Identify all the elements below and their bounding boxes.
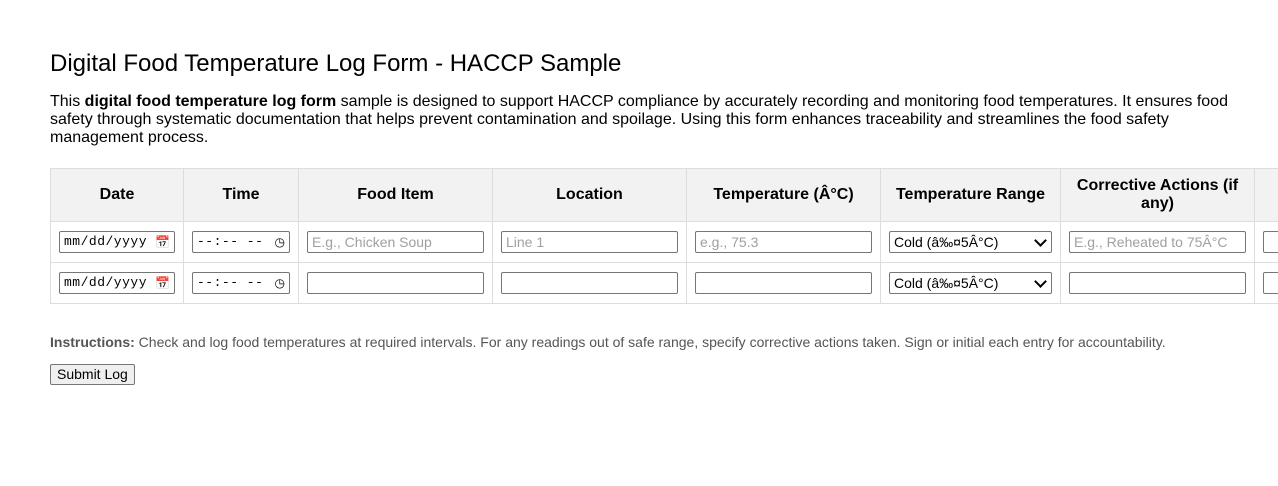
cell-temperature	[687, 222, 881, 263]
cell-time	[184, 222, 299, 263]
cell-location	[493, 222, 687, 263]
cell-extra	[1255, 222, 1278, 263]
extra-input[interactable]	[1263, 272, 1278, 294]
header-temperature-range: Temperature Range	[881, 169, 1061, 222]
page-title: Digital Food Temperature Log Form - HACCP Sample	[50, 50, 622, 77]
corrective-actions-input[interactable]	[1069, 272, 1246, 294]
cell-temperature-range	[881, 222, 1061, 263]
intro-suffix: sample is designed to support HACCP compliance by accurately recording and monitoring food temperatures. It ensures food safety through systematic documentation that helps prevent contamination and spoilage. Using this form enhances traceability and streamlines the food safety management process.	[50, 93, 1228, 146]
corrective-actions-input[interactable]	[1069, 231, 1246, 253]
chevron-down-icon[interactable]	[1034, 275, 1047, 288]
time-placeholder: --:-- --	[197, 275, 264, 290]
intro-prefix: This	[50, 93, 85, 110]
cell-corrective-actions	[1061, 222, 1255, 263]
header-temperature: Temperature (Â°C)	[687, 169, 881, 222]
instructions-text: Check and log food temperatures at required intervals. For any readings out of safe range, specify corrective actions taken. Sign or initial each entry for accountability.	[134, 334, 1166, 350]
food-item-input[interactable]	[307, 272, 484, 294]
header-corrective-actions: Corrective Actions (if any)	[1061, 169, 1255, 222]
temperature-input[interactable]	[695, 272, 872, 294]
intro-paragraph	[50, 93, 1235, 147]
corrective-actions-placeholder: E.g., Reheated to 75Â°C	[1074, 234, 1228, 250]
header-time: Time	[184, 169, 299, 222]
date-input[interactable]	[59, 272, 175, 294]
header-date: Date	[51, 169, 184, 222]
log-table-container	[50, 168, 1278, 304]
temperature-input[interactable]	[695, 231, 872, 253]
extra-input[interactable]	[1263, 231, 1278, 253]
intro-bold: digital food temperature log form	[84, 93, 337, 110]
instructions-label: Instructions:	[50, 334, 135, 350]
location-input[interactable]	[501, 231, 678, 253]
header-food-item: Food Item	[299, 169, 493, 222]
cell-location	[493, 263, 687, 304]
date-placeholder: mm/dd/yyyy	[64, 234, 148, 249]
header-row	[51, 169, 1278, 222]
temperature-range-value: Cold (â‰¤5Â°C)	[894, 275, 999, 291]
time-placeholder: --:-- --	[197, 234, 264, 249]
log-table	[50, 168, 1278, 304]
table-row	[51, 263, 1278, 304]
submit-log-button[interactable]: Submit Log	[50, 364, 135, 385]
calendar-icon[interactable]: 📅	[155, 235, 170, 249]
temperature-range-select[interactable]	[889, 231, 1052, 253]
cell-food-item	[299, 222, 493, 263]
cell-extra	[1255, 263, 1278, 304]
cell-time	[184, 263, 299, 304]
header-extra	[1255, 169, 1278, 222]
instructions	[50, 333, 1166, 351]
cell-date	[51, 263, 184, 304]
date-placeholder: mm/dd/yyyy	[64, 275, 148, 290]
time-input[interactable]	[192, 272, 290, 294]
temperature-placeholder: e.g., 75.3	[700, 234, 759, 250]
clock-icon[interactable]: ◷	[274, 276, 285, 290]
location-placeholder: Line 1	[506, 234, 545, 250]
cell-temperature	[687, 263, 881, 304]
food-item-placeholder: E.g., Chicken Soup	[312, 234, 432, 250]
clock-icon[interactable]: ◷	[274, 235, 285, 249]
cell-date	[51, 222, 184, 263]
temperature-range-select[interactable]	[889, 272, 1052, 294]
cell-food-item	[299, 263, 493, 304]
cell-corrective-actions	[1061, 263, 1255, 304]
calendar-icon[interactable]: 📅	[155, 276, 170, 290]
header-location: Location	[493, 169, 687, 222]
cell-temperature-range	[881, 263, 1061, 304]
time-input[interactable]	[192, 231, 290, 253]
location-input[interactable]	[501, 272, 678, 294]
table-row	[51, 222, 1278, 263]
temperature-range-value: Cold (â‰¤5Â°C)	[894, 234, 999, 250]
chevron-down-icon[interactable]	[1034, 234, 1047, 247]
food-item-input[interactable]	[307, 231, 484, 253]
date-input[interactable]	[59, 231, 175, 253]
